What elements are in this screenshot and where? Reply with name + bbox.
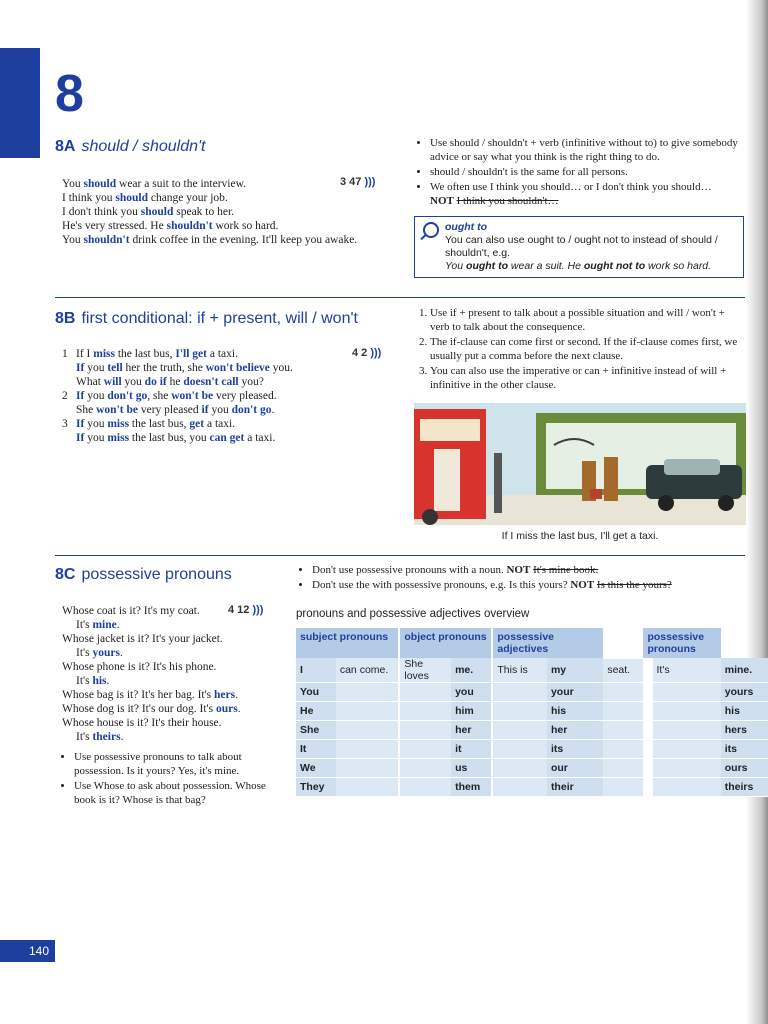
frame-cell bbox=[336, 721, 398, 740]
possessive-adjective-cell: your bbox=[547, 683, 603, 702]
audio-track-number: 4 12 bbox=[228, 604, 250, 616]
section-code: 8A bbox=[55, 138, 76, 155]
object-pronoun-cell: it bbox=[451, 740, 491, 759]
key-word: miss bbox=[107, 432, 130, 444]
audio-track-8b[interactable] bbox=[352, 347, 381, 359]
note-8c-1: • Use possessive pronouns to talk about possession. Is it yours? Yes, it's mine. bbox=[74, 750, 278, 778]
examples-8c bbox=[62, 604, 241, 744]
wrong-example: I think you shouldn't… bbox=[456, 195, 559, 207]
street-illustration bbox=[414, 403, 746, 525]
key-word: don't go bbox=[107, 390, 148, 402]
key-word: miss bbox=[93, 348, 115, 360]
key-word: If bbox=[76, 432, 85, 444]
key-word: will bbox=[103, 376, 122, 388]
section-topic: possessive pronouns bbox=[81, 566, 232, 583]
column-gap bbox=[643, 759, 652, 778]
tip-text: You can also use ought to / ought not to instead of should / shouldn't, e.g. bbox=[445, 234, 718, 259]
frame-cell bbox=[336, 759, 398, 778]
frame-cell bbox=[603, 683, 643, 702]
key-word: his bbox=[92, 675, 107, 687]
example-number: 3 bbox=[62, 418, 68, 430]
key-word: I'll get bbox=[175, 348, 207, 360]
example-question: Whose jacket is it? It's your jacket. bbox=[62, 633, 223, 645]
example-answer: It's mine. bbox=[76, 619, 120, 631]
frame-cell bbox=[400, 702, 451, 721]
example-answer: It's yours. bbox=[76, 647, 123, 659]
object-pronoun-cell: you bbox=[451, 683, 491, 702]
frame-cell: It's bbox=[653, 658, 721, 683]
key-word: yours bbox=[92, 647, 120, 659]
rule-8c-2: • Don't use the with possessive pronouns, e.g. Is this yours? NOT Is this the yours? bbox=[312, 578, 746, 592]
pronoun-table bbox=[296, 628, 768, 797]
object-pronoun-cell: them bbox=[451, 778, 491, 797]
subject-pronoun-cell: They bbox=[296, 778, 336, 797]
example-answer: It's his. bbox=[76, 675, 110, 687]
frame-cell bbox=[603, 759, 643, 778]
example-line: What will you do if he doesn't call you? bbox=[76, 376, 264, 388]
rule-8a-2: • should / shouldn't is the same for all persons. bbox=[430, 165, 744, 179]
rule-8b-1: 1. Use if + present to talk about a possible situation and will / won't + verb to talk about the consequence. bbox=[430, 306, 744, 334]
examples-8a bbox=[62, 177, 357, 247]
frame-cell bbox=[603, 778, 643, 797]
example-line: If you tell her the truth, she won't believe you. bbox=[76, 362, 293, 374]
frame-cell bbox=[400, 683, 451, 702]
frame-cell bbox=[493, 759, 547, 778]
not-label: NOT bbox=[430, 195, 454, 207]
column-gap bbox=[643, 778, 652, 797]
example-line: I think you should change your job. bbox=[62, 192, 228, 204]
key-word: tell bbox=[107, 362, 123, 374]
key-word: shouldn't bbox=[166, 220, 213, 232]
note-8c-2: • Use Whose to ask about possession. Whose book is it? Whose is that bag? bbox=[74, 779, 278, 807]
example-line: If you miss the last bus, you can get a taxi. bbox=[76, 432, 276, 444]
key-word: do if bbox=[144, 376, 167, 388]
magnifier-icon bbox=[423, 222, 439, 238]
example-line: 2 If you don't go, she won't be very pleased. bbox=[62, 390, 277, 402]
section-8a-title bbox=[55, 138, 205, 156]
page-edge-shadow bbox=[746, 0, 768, 1024]
possessive-adjective-cell: their bbox=[547, 778, 603, 797]
subject-pronoun-cell: It bbox=[296, 740, 336, 759]
key-word: can get bbox=[209, 432, 245, 444]
example-answer: It's theirs. bbox=[76, 731, 124, 743]
table-header: possessive pronouns bbox=[643, 628, 720, 658]
table-row bbox=[296, 683, 768, 702]
frame-cell bbox=[603, 740, 643, 759]
column-gap bbox=[603, 628, 643, 658]
frame-cell: She loves bbox=[400, 658, 451, 683]
audio-track-number: 3 47 bbox=[340, 176, 362, 188]
table-row bbox=[296, 702, 768, 721]
key-word: should bbox=[83, 178, 117, 190]
example-line: You should wear a suit to the interview. bbox=[62, 178, 247, 190]
column-gap bbox=[643, 702, 652, 721]
section-code: 8B bbox=[55, 310, 76, 327]
subject-pronoun-cell: He bbox=[296, 702, 336, 721]
rule-8a-1: • Use should / shouldn't + verb (infinitive without to) to give somebody advice or say what you think is the right thing to do. bbox=[430, 136, 744, 164]
example-question: Whose house is it? It's their house. bbox=[62, 717, 222, 729]
rules-8b bbox=[414, 306, 744, 393]
frame-cell bbox=[653, 721, 721, 740]
possessive-pronoun-cell: its bbox=[721, 740, 768, 759]
example-number: 2 bbox=[62, 390, 68, 402]
rule-8c-1: • Don't use possessive pronouns with a noun. NOT It's mine book. bbox=[312, 563, 746, 577]
key-word: ours bbox=[215, 703, 238, 715]
frame-cell bbox=[603, 702, 643, 721]
chapter-number: 8 bbox=[55, 65, 84, 123]
possessive-adjective-cell: his bbox=[547, 702, 603, 721]
example-number: 1 bbox=[62, 348, 68, 360]
example-line: He's very stressed. He shouldn't work so hard. bbox=[62, 220, 279, 232]
section-code: 8C bbox=[55, 566, 76, 583]
table-row bbox=[296, 759, 768, 778]
example-line: 3 If you miss the last bus, get a taxi. bbox=[62, 418, 236, 430]
key-word: don't go bbox=[231, 404, 272, 416]
possessive-adjective-cell: its bbox=[547, 740, 603, 759]
key-word: won't believe bbox=[205, 362, 270, 374]
column-gap bbox=[643, 721, 652, 740]
possessive-pronoun-cell: his bbox=[721, 702, 768, 721]
frame-cell bbox=[653, 778, 721, 797]
frame-cell bbox=[400, 778, 451, 797]
key-word: get bbox=[189, 418, 205, 430]
column-gap bbox=[643, 683, 652, 702]
key-word: if bbox=[201, 404, 209, 416]
rule-8a-3: • We often use I think you should… or I don't think you should… NOT I think you shouldn't… bbox=[430, 180, 744, 208]
tip-box-ought-to bbox=[414, 216, 744, 278]
key-word: If bbox=[76, 418, 85, 430]
possessive-pronoun-cell: ours bbox=[721, 759, 768, 778]
key-word: won't be bbox=[171, 390, 214, 402]
frame-cell bbox=[493, 740, 547, 759]
possessive-pronoun-cell: mine. bbox=[721, 658, 768, 683]
subject-pronoun-cell: She bbox=[296, 721, 336, 740]
illustration-taxi-scene bbox=[414, 403, 746, 525]
frame-cell: This is bbox=[493, 658, 547, 683]
possessive-pronoun-cell: theirs bbox=[721, 778, 768, 797]
subject-pronoun-cell: I bbox=[296, 658, 336, 683]
speaker-icon: ))) bbox=[364, 176, 376, 188]
rule-8b-2: 2. The if-clause can come first or second. If the if-clause comes first, we usually put a comma before the next clause. bbox=[430, 335, 744, 363]
key-word: If bbox=[76, 390, 85, 402]
example-line: 1 If I miss the last bus, I'll get a taxi. bbox=[62, 348, 238, 360]
key-word: shouldn't bbox=[83, 234, 130, 246]
table-row bbox=[296, 658, 768, 683]
frame-cell bbox=[336, 702, 398, 721]
frame-cell: seat. bbox=[603, 658, 643, 683]
rule-8b-3: 3. You can also use the imperative or can + infinitive instead of will + infinitive in the other clause. bbox=[430, 364, 744, 392]
object-pronoun-cell: us bbox=[451, 759, 491, 778]
frame-cell bbox=[493, 683, 547, 702]
column-gap bbox=[643, 658, 652, 683]
rules-8a bbox=[414, 136, 744, 209]
key-word: should bbox=[140, 206, 174, 218]
example-question: Whose coat is it? It's my coat. bbox=[62, 605, 200, 617]
example-line: I don't think you should speak to her. bbox=[62, 206, 235, 218]
table-header: object pronouns bbox=[400, 628, 491, 658]
possessive-adjective-cell: my bbox=[547, 658, 603, 683]
key-word: hers bbox=[214, 689, 236, 701]
section-topic: first conditional: if + present, will / won't bbox=[81, 310, 358, 327]
frame-cell bbox=[336, 778, 398, 797]
possessive-pronoun-cell: hers bbox=[721, 721, 768, 740]
frame-cell bbox=[653, 740, 721, 759]
table-row bbox=[296, 721, 768, 740]
frame-cell bbox=[400, 759, 451, 778]
examples-8b bbox=[62, 347, 293, 445]
possessive-adjective-cell: her bbox=[547, 721, 603, 740]
object-pronoun-cell: him bbox=[451, 702, 491, 721]
key-word: miss bbox=[107, 418, 130, 430]
key-word: mine bbox=[92, 619, 117, 631]
example-question: Whose phone is it? It's his phone. bbox=[62, 661, 217, 673]
tip-example: You ought to wear a suit. He ought not to work so hard. bbox=[445, 260, 712, 272]
frame-cell bbox=[400, 721, 451, 740]
key-word: should bbox=[115, 192, 148, 204]
chapter-tab bbox=[0, 48, 40, 158]
frame-cell bbox=[493, 721, 547, 740]
example-question: Whose bag is it? It's her bag. It's hers. bbox=[62, 689, 238, 701]
section-divider bbox=[55, 297, 745, 298]
subject-pronoun-cell: We bbox=[296, 759, 336, 778]
illustration-caption: If I miss the last bus, I'll get a taxi. bbox=[501, 530, 659, 542]
possessive-pronoun-cell: yours bbox=[721, 683, 768, 702]
speaker-icon: ))) bbox=[370, 347, 382, 359]
table-title: pronouns and possessive adjectives overview bbox=[296, 608, 530, 620]
frame-cell bbox=[653, 702, 721, 721]
object-pronoun-cell: her bbox=[451, 721, 491, 740]
key-word: doesn't call bbox=[183, 376, 239, 388]
table-header: possessive adjectives bbox=[493, 628, 603, 658]
frame-cell bbox=[653, 759, 721, 778]
section-divider bbox=[55, 555, 745, 556]
key-word: If bbox=[76, 362, 85, 374]
section-topic: should / shouldn't bbox=[81, 138, 206, 155]
rules-8c bbox=[296, 563, 746, 593]
key-word: won't be bbox=[96, 404, 138, 416]
example-question: Whose dog is it? It's our dog. It's ours. bbox=[62, 703, 241, 715]
object-pronoun-cell: me. bbox=[451, 658, 491, 683]
example-line: She won't be very pleased if you don't go. bbox=[76, 404, 275, 416]
column-gap bbox=[643, 740, 652, 759]
frame-cell bbox=[653, 683, 721, 702]
frame-cell bbox=[400, 740, 451, 759]
tip-title: ought to bbox=[445, 221, 487, 233]
table-row bbox=[296, 778, 768, 797]
table-row bbox=[296, 740, 768, 759]
subject-pronoun-cell: You bbox=[296, 683, 336, 702]
page-number: 140 bbox=[0, 940, 55, 962]
audio-track-number: 4 2 bbox=[352, 347, 368, 359]
table-header: subject pronouns bbox=[296, 628, 398, 658]
frame-cell bbox=[493, 702, 547, 721]
frame-cell bbox=[336, 740, 398, 759]
section-8c-title bbox=[55, 566, 232, 584]
speaker-icon: ))) bbox=[252, 604, 264, 616]
possessive-adjective-cell: our bbox=[547, 759, 603, 778]
key-word: theirs bbox=[92, 731, 121, 743]
frame-cell: can come. bbox=[336, 658, 398, 683]
frame-cell bbox=[336, 683, 398, 702]
notes-8c bbox=[58, 750, 278, 808]
section-8b-title bbox=[55, 310, 358, 328]
frame-cell bbox=[493, 778, 547, 797]
frame-cell bbox=[603, 721, 643, 740]
example-line: You shouldn't drink coffee in the evening. It'll keep you awake. bbox=[62, 234, 358, 246]
